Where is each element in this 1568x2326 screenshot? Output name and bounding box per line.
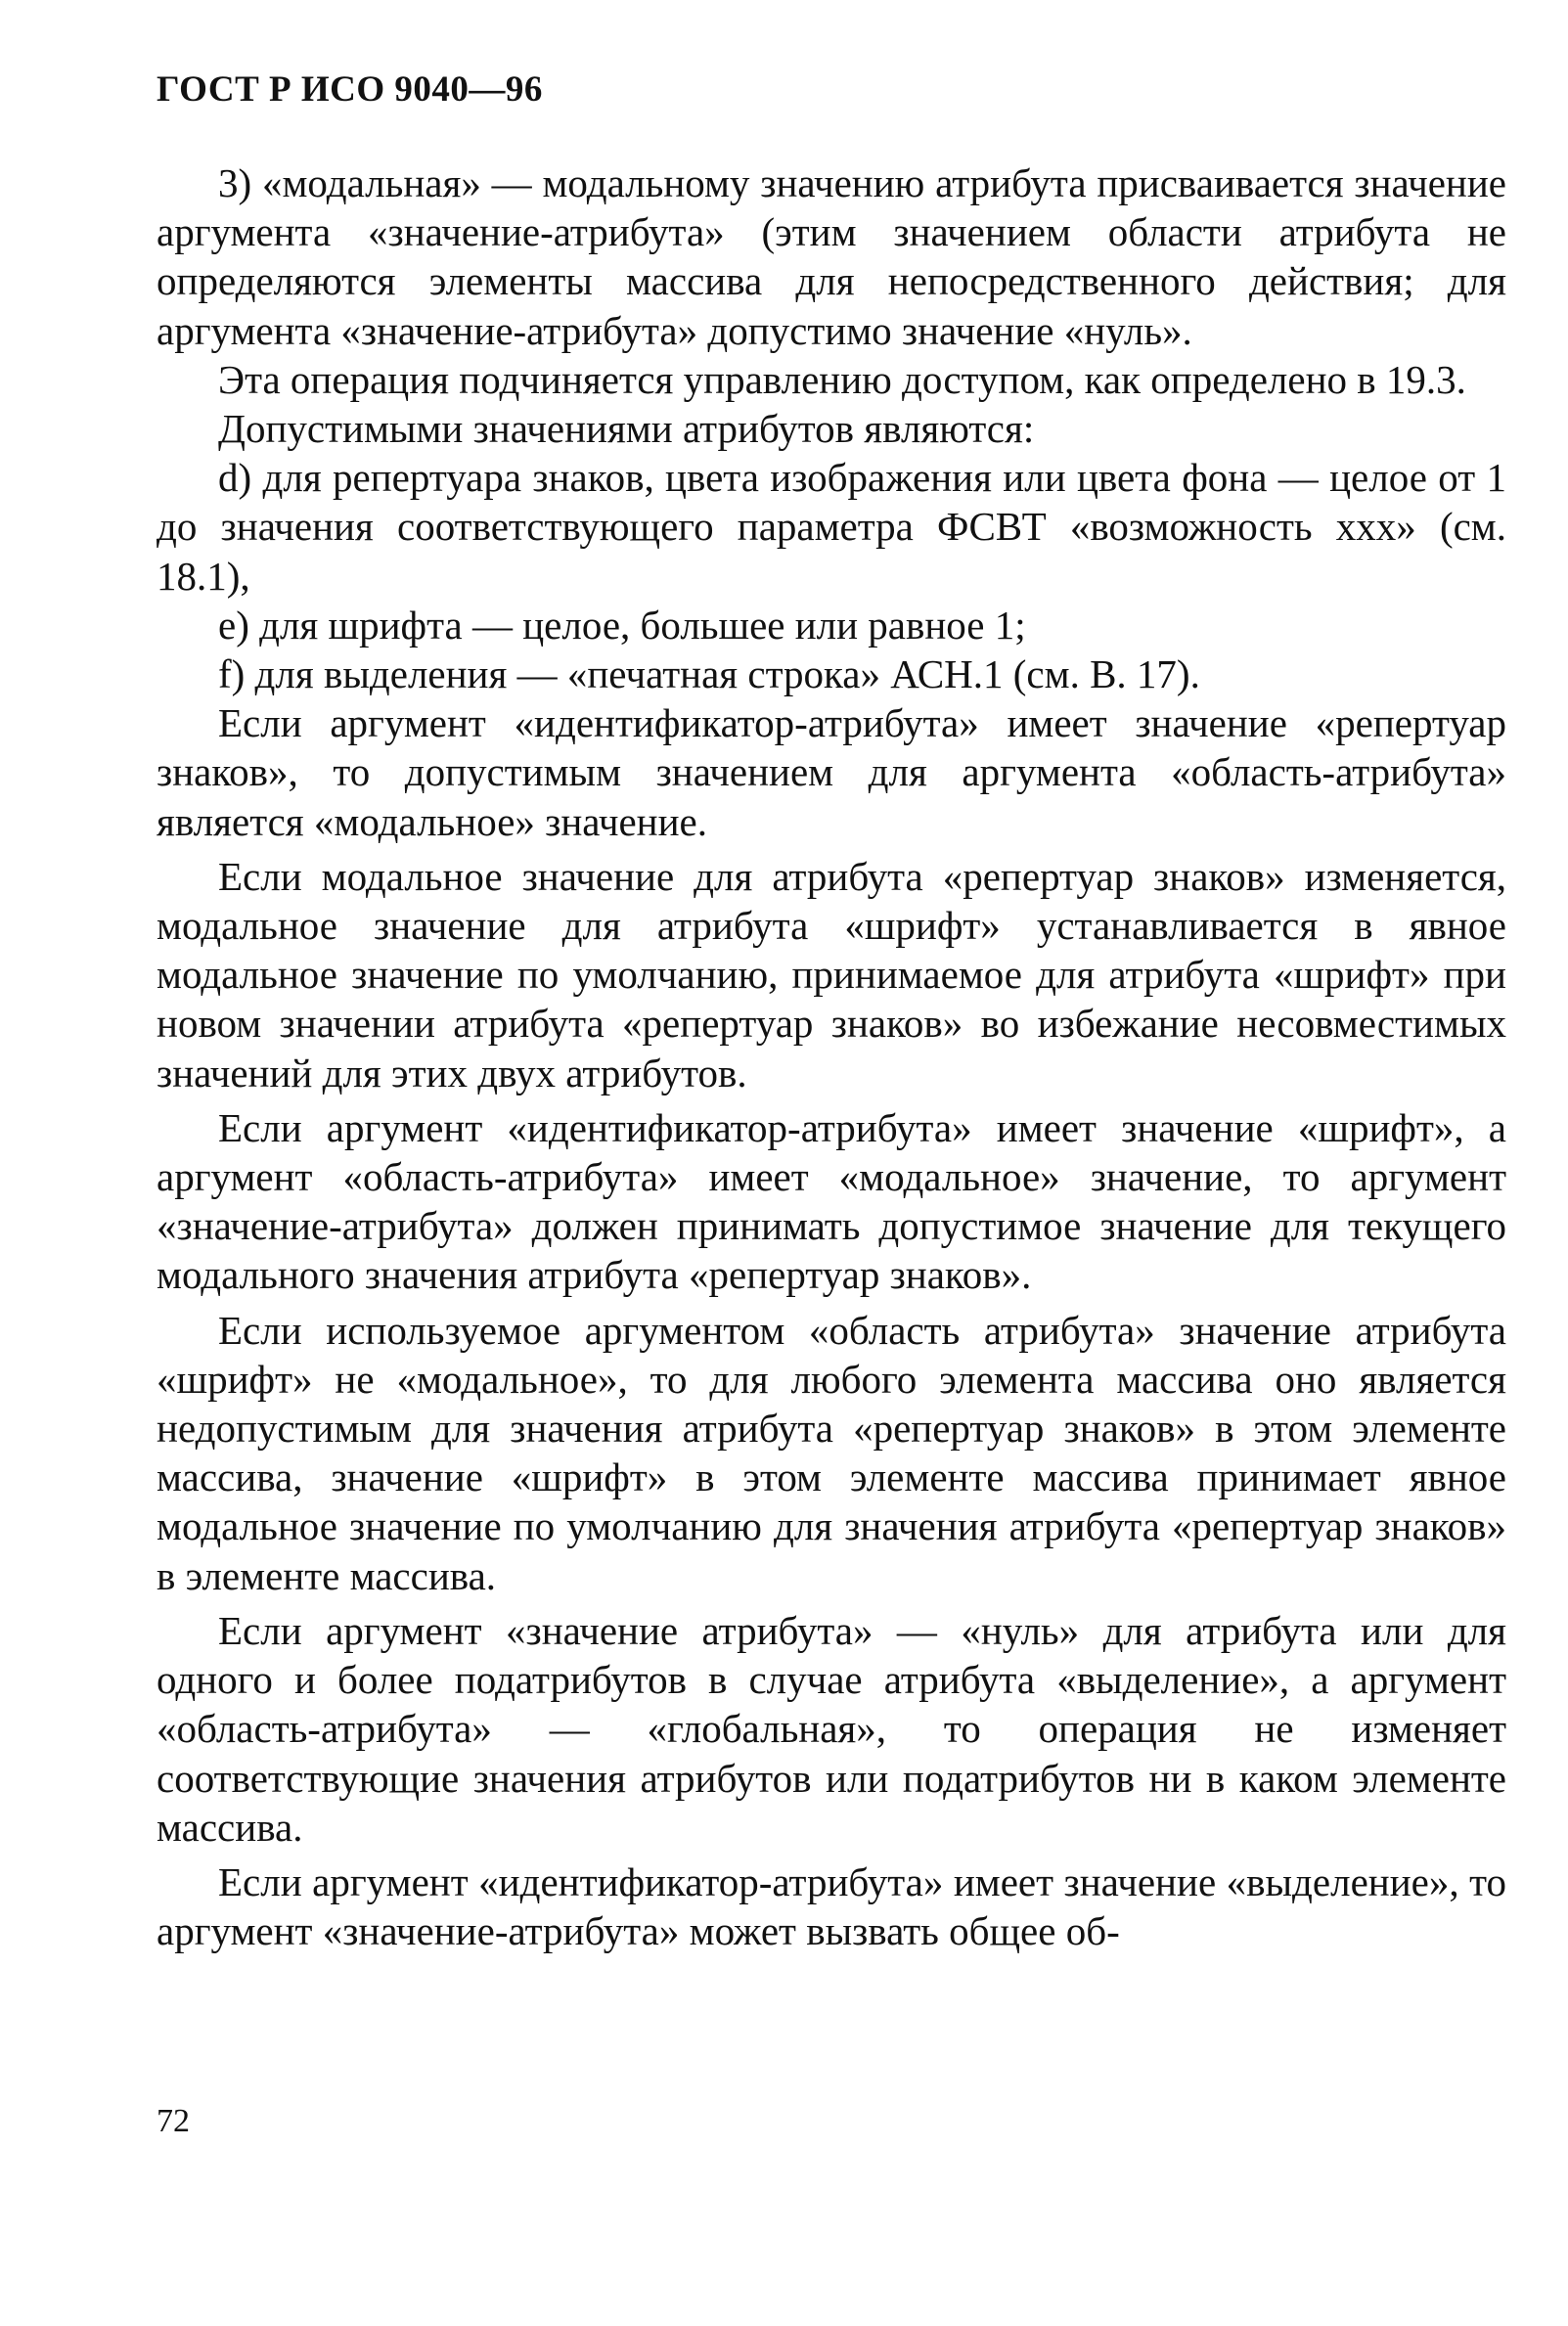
list-item-e: е) для шрифта — целое, большее или равное 1; (218, 602, 1026, 648)
paragraph-charset-modal: Если аргумент «идентификатор-атрибута» имеет значение «репертуар знаков», то допустимым значением для аргумента «область-атрибута» является «модальное» значение. (157, 700, 1506, 844)
paragraph-font-modal: Если аргумент «идентификатор-атрибута» имеет значение «шрифт», а аргумент «область-атрибута» имеет «модальное» значение, то аргумент «значение-атрибута» должен принимать допустимое значение для текущего модального значения атрибута «репертуар знаков». (157, 1104, 1506, 1298)
list-item-d: d) для репертуара знаков, цвета изображения или цвета фона — целое от 1 до значения соответствующего параметра ФСВТ «возможность ххх» (см. 18.1), (157, 455, 1506, 599)
paragraph-access-control: Эта операция подчиняется управлению доступом, как определено в 19.3. (218, 356, 1466, 402)
body-text (157, 158, 1506, 1955)
paragraph-allowed-values-intro: Допустимыми значениями атрибутов являются: (218, 406, 1035, 452)
page-number: 72 (157, 2103, 190, 2139)
paragraph-null-global: Если аргумент «значение атрибута» — «нуль» для атрибута или для одного и более податрибутов в случае атрибута «выделение», а аргумент «область-атрибута» — «глобальная», то операция не изменяет соответствующие значения атрибутов или податрибутов ни в каком элементе массива. (157, 1607, 1506, 1850)
paragraph-highlight: Если аргумент «идентификатор-атрибута» имеет значение «выделение», то аргумент «значение-атрибута» может вызвать общее об- (157, 1858, 1506, 1954)
paragraph-modal-item: 3) «модальная» — модальному значению атрибута присваивается значение аргумента «значение-атрибута» (этим значением области атрибута не определяются элементы массива для непосредственного действия; для аргумента «значение-атрибута» допустимо значение «нуль». (157, 160, 1506, 353)
list-item-f: f) для выделения — «печатная строка» АСН.1 (см. В. 17). (218, 651, 1200, 697)
document-header: ГОСТ Р ИСО 9040—96 (157, 69, 543, 110)
paragraph-charset-change: Если модальное значение для атрибута «репертуар знаков» изменяется, модальное значение для атрибута «шрифт» устанавливается в явное модальное значение по умолчанию, принимаемое для атрибута «шрифт» при новом значении атрибута «репертуар знаков» во избежание несовместимых значений для этих двух атрибутов. (157, 853, 1506, 1096)
paragraph-font-not-modal: Если используемое аргументом «область атрибута» значение атрибута «шрифт» не «модальное», то для любого элемента массива оно является недопустимым для значения атрибута «репертуар знаков» в этом элементе массива, значение «шрифт» в этом элементе массива принимает явное модальное значение по умолчанию для значения атрибута «репертуар знаков» в элементе массива. (157, 1307, 1506, 1598)
